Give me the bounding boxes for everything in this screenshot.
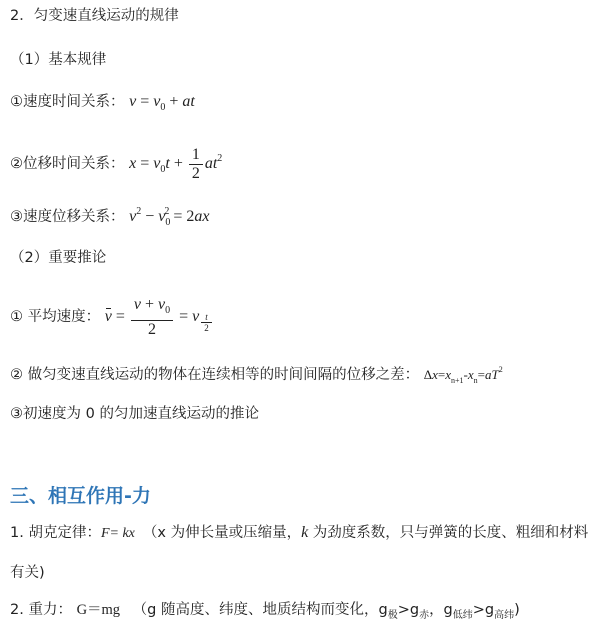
formula-displacement-time <box>10 146 222 183</box>
hooke-note: （x 为伸长量或压缩量，k 为劲度系数，只与弹簧的长度、粗细和材料 <box>142 524 589 541</box>
formula-velocity-displacement <box>10 202 210 233</box>
formula-displacement-difference <box>10 360 503 391</box>
formula-label: ② 做匀变速直线运动的物体在连续相等的时间间隔的位移之差： <box>10 367 420 383</box>
hooke-law <box>10 523 588 544</box>
formula-expression: $v = v_0$ + at <box>129 93 195 113</box>
gravity-note: （g 随高度、纬度、地质结构而变化，$g_极>g_赤$，$g_{低纬}>g_{高纬}$) <box>132 602 520 621</box>
formula-label: ① 平均速度： <box>10 309 101 326</box>
section-title: 2．匀变速直线运动的规律 <box>10 8 179 24</box>
formula-expression: $\Delta x=x_{n+1}-x_n=aT^2$ <box>423 365 503 385</box>
inference-zero-initial-velocity: ③初速度为 0 的匀加速直线运动的推论 <box>10 406 259 422</box>
formula-expression: v = $\frac{v + v_0}{2}$ = v $\frac{t}{2}$ <box>105 308 214 325</box>
formula-velocity-time <box>10 92 195 118</box>
gravity-label: 2. 重力： <box>10 602 72 618</box>
gravity-formula: G＝mg <box>76 602 121 618</box>
formula-label: ①速度时间关系： <box>10 94 125 110</box>
hooke-note-continued: 有关) <box>10 565 45 581</box>
formula-expression: $v^2 - v_0^2 = 2ax$ <box>129 206 210 228</box>
formula-label: ②位移时间关系： <box>10 156 125 173</box>
hooke-label: 1. 胡克定律： <box>10 525 101 541</box>
gravity <box>10 600 520 626</box>
hooke-formula: F= kx <box>100 526 135 541</box>
formula-label: ③速度位移关系： <box>10 209 125 225</box>
section-heading: 三、相互作用-力 <box>10 485 151 507</box>
subsection-inferences: （2）重要推论 <box>10 250 107 266</box>
formula-average-velocity <box>10 296 214 339</box>
formula-expression: $x = v_0t$ + $\frac{1}{2}$ $at^2$ <box>129 146 223 182</box>
subsection-basic-laws: （1）基本规律 <box>10 52 107 68</box>
